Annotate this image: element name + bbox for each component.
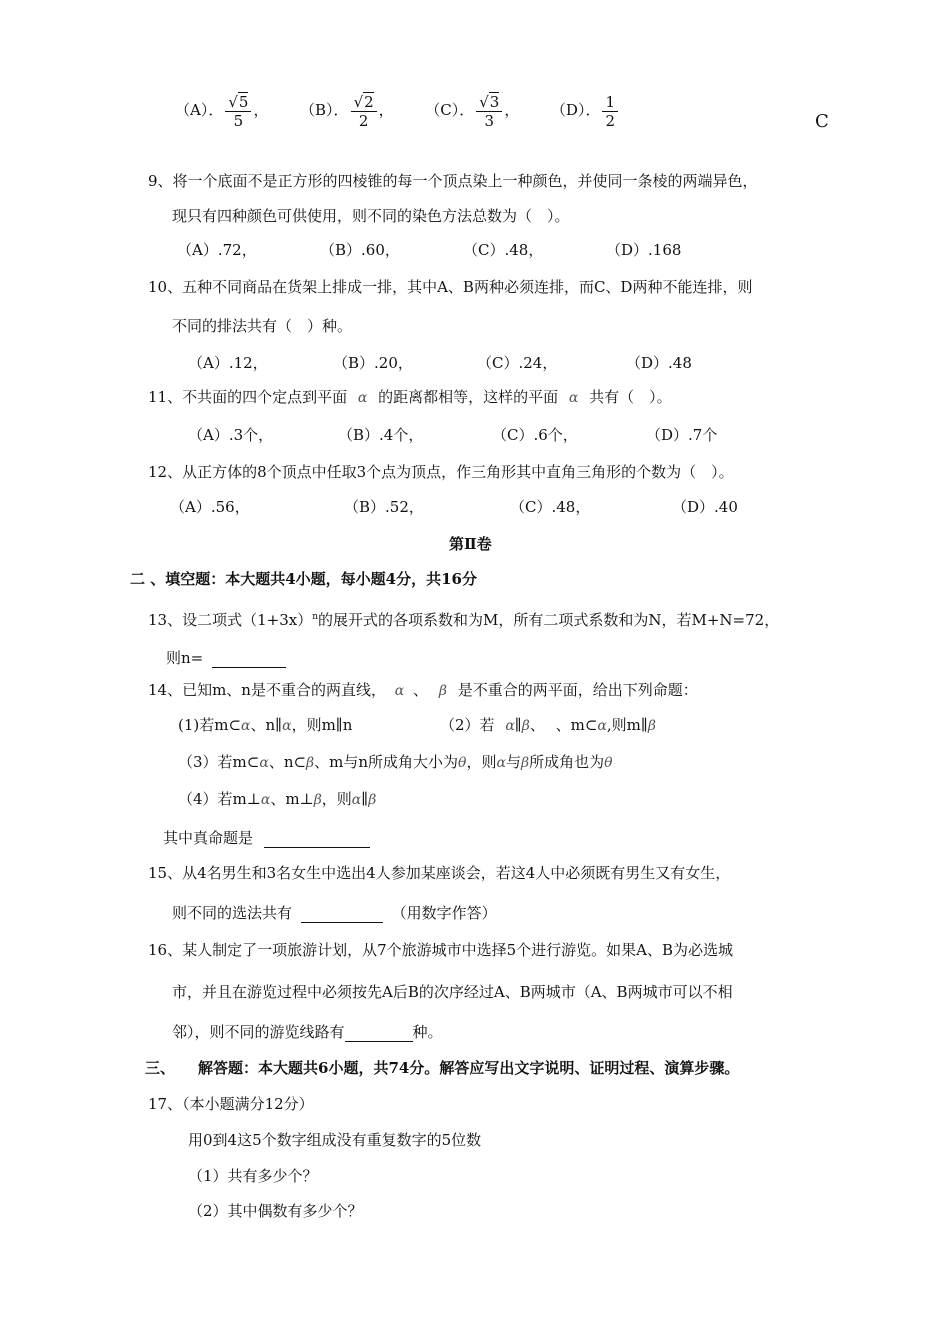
q16-line2: 市，并且在游览过程中必须按先A后B的次序经过A、B两城市（A、B两城市可以不相 — [172, 983, 733, 1001]
q17-part1: （1）共有多少个？ — [188, 1167, 318, 1185]
answer-blank[interactable] — [264, 831, 370, 848]
fraction: $\frac{1}{2}$ — [602, 93, 618, 130]
alpha-symbol: α — [568, 390, 579, 406]
q12-option-b: （B）.52， — [344, 498, 424, 516]
q17-title: 17、（本小题满分12分） — [148, 1095, 314, 1113]
q11-option-b: （B）.4个， — [338, 426, 424, 444]
fraction — [225, 93, 251, 130]
q8-options — [175, 92, 620, 130]
q10-line2: 不同的排法共有（ ）种。 — [172, 317, 353, 335]
q12-option-c: （C）.48， — [510, 498, 591, 516]
q14-proposition-4: （4）若m⊥α、m⊥β，则α∥β — [178, 790, 377, 808]
q9-line1: 9、将一个底面不是正方形的四棱锥的每一个顶点染上一种颜色，并使同一条棱的两端异色， — [148, 172, 758, 190]
q14-proposition-3: （3）若m⊂α、n⊂β、m与n所成角大小为θ，则α与β所成角也为θ — [178, 753, 613, 771]
fraction: $\frac{√3}{3}$ — [476, 93, 502, 130]
q12-option-a: （A）.56， — [170, 498, 250, 516]
q8-option-a: （A）． $\frac{√5}{5}$ ， — [175, 92, 269, 130]
q15-line1: 15、从4名男生和3名女生中选出4人参加某座谈会，若这4人中必须既有男生又有女生， — [148, 864, 731, 882]
q16-line1: 16、某人制定了一项旅游计划，从7个旅游城市中选择5个进行游览。如果A、B为必选城 — [148, 941, 734, 959]
section-heading: 解答题：本大题共6小题，共74分。解答应写出文字说明、证明过程、演算步骤。 — [198, 1059, 740, 1077]
q9-option-b: （B）.60， — [320, 241, 400, 259]
q13-line2: 则n= — [166, 648, 286, 668]
q10-option-c: （C）.24， — [477, 354, 558, 372]
q14-proposition-1: (1)若m⊂α、n∥α，则m∥n — [178, 716, 353, 734]
fraction: $\frac{√2}{2}$ — [351, 93, 377, 130]
q17-part2: （2）其中偶数有多少个？ — [188, 1202, 363, 1220]
q9-option-a: （A）.72， — [177, 241, 257, 259]
answer-blank[interactable] — [301, 906, 383, 923]
q10-option-b: （B）.20， — [333, 354, 413, 372]
sqrt-icon: √ — [479, 92, 489, 111]
q13-line1: 13、设二项式$(1+3x)^n$的展开式的各项系数和为M，所有二项式系数和为N，若M+N=72， — [148, 611, 780, 629]
q14-line1: 14、已知m、n是不重合的两直线， α 、 β 是不重合的两平面，给出下列命题： — [148, 681, 698, 699]
q8-option-d: （D）． $\frac{1}{2}$ — [551, 101, 620, 119]
section-number: 三、 — [145, 1059, 176, 1077]
q11-option-d: （D）.7个 — [646, 426, 718, 444]
q8-answer: C — [815, 111, 829, 132]
q17-stem: 用0到4这5个数字组成没有重复数字的5位数 — [188, 1131, 482, 1149]
q11-option-c: （C）.6个， — [492, 426, 578, 444]
q12-line1: 12、从正方体的8个顶点中任取3个点为顶点，作三角形其中直角三角形的个数为（ ）。 — [148, 463, 734, 481]
q16-line3: 邻），则不同的游览线路有 种。 — [172, 1023, 443, 1041]
answer-blank[interactable] — [345, 1025, 413, 1042]
q10-line1: 10、五种不同商品在货架上排成一排，其中A、B两种必须连排，而C、D两种不能连排，则 — [148, 278, 753, 296]
q11-option-a: （A）.3个， — [188, 426, 274, 444]
q11-stem: 11、不共面的四个定点到平面 α 的距离都相等，这样的平面 α 共有（ ）。 — [148, 388, 672, 406]
q12-option-d: （D）.40 — [672, 498, 738, 516]
q14-proposition-2: （2）若 α∥β、 、m⊂α,则m∥β — [440, 716, 656, 734]
volume-title: 第Ⅱ卷 — [449, 535, 492, 553]
q9-option-d: （D）.168 — [606, 241, 682, 259]
answer-blank[interactable] — [212, 651, 286, 668]
radicand: 5 — [238, 92, 249, 111]
q14-summary: 其中真命题是 — [163, 828, 370, 848]
q10-option-a: （A）.12， — [188, 354, 268, 372]
alpha-symbol: α — [357, 390, 368, 406]
q8-option-c: （C）． $\frac{√3}{3}$ ， — [425, 92, 520, 130]
q15-line2: 则不同的选法共有 （用数字作答） — [172, 904, 497, 922]
section-heading: 二 、填空题：本大题共4小题，每小题4分，共16分 — [130, 570, 477, 588]
q9-line2: 现只有四种颜色可供使用，则不同的染色方法总数为（ ）。 — [172, 207, 570, 225]
denominator: 5 — [233, 111, 244, 130]
option-label: （A）． — [175, 101, 224, 119]
q9-option-c: （C）.48， — [463, 241, 544, 259]
q8-option-b: （B）． $\frac{√2}{2}$ ， — [300, 92, 394, 130]
sqrt-icon: √ — [228, 92, 238, 111]
q10-option-d: （D）.48 — [626, 354, 692, 372]
sqrt-icon: √ — [353, 92, 364, 111]
